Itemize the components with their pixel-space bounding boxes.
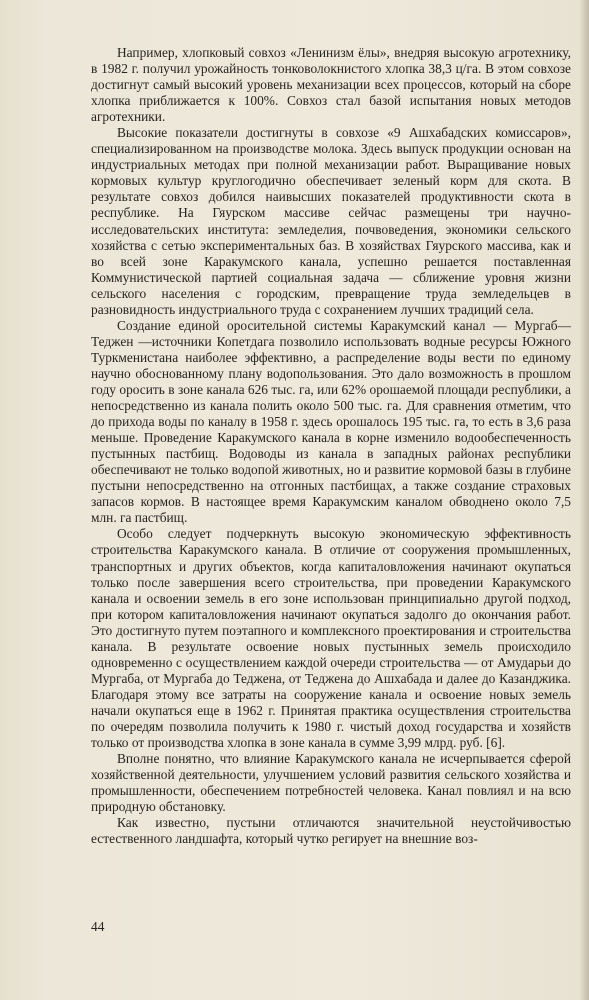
page-spine-shadow bbox=[579, 0, 589, 1000]
paragraph-4: Особо следует подчеркнуть высокую экономическую эффективность строительства Каракумского канала. В отличие от сооружения промышленных, транспортных и других объектов, когда капиталовложения начинают окупаться только после завершения всего строительства, при проведении Каракумского канала и освоении земель в его зоне использован принципиально другой подход, при котором капиталовложения начинают окупаться задолго до окончания работ. Это достигнуто путем поэтапного и комплексного проектирования и строительства канала. В результате освоение новых пустынных земель происходило одновременно с осуществлением каждой очереди строительства — от Амударьи до Мургаба, от Мургаба до Теджена, от Теджена до Ашхабада и далее до Казанджика. Благодаря этому все затраты на сооружение канала и освоение новых земель начали окупаться еще в 1962 г. Принятая практика осуществления строительства по очередям позволила получить к 1980 г. чистый доход государства и хозяйств только от производства хлопка в зоне канала в сумме 3,99 млрд. руб. [6]. bbox=[91, 526, 571, 751]
paragraph-2: Высокие показатели достигнуты в совхозе «9 Ашхабадских комиссаров», специализированном на производстве молока. Здесь выпуск продукции основан на индустриальных методах при полной механизации работ. Выращивание новых кормовых культур круглогодично обеспечивает зеленый корм для скота. В результате совхоз добился наивысших показателей продуктивности скота в республике. На Гяурском массиве сейчас размещены три научно-исследовательских института: земледелия, почвоведения, экономики сельского хозяйства с сетью экспериментальных баз. В хозяйствах Гяурского массива, как и во всей зоне Каракумского канала, успешно решается поставленная Коммунистической партией социальная задача — сближение уровня жизни сельского населения с городским, превращение труда земледельцев в разновидность индустриального труда с сохранением лучших традиций села. bbox=[91, 125, 571, 317]
paragraph-6: Как известно, пустыни отличаются значительной неустойчивостью естественного ландшафта, который чутко регирует на внешние воз- bbox=[91, 815, 571, 847]
paragraph-1: Например, хлопковый совхоз «Ленинизм ёлы», внедряя высокую агротехнику, в 1982 г. получил урожайность тонковолокнистого хлопка 38,3 ц/га. В этом совхозе достигнут самый высокий уровень механизации всех процессов, который на сборе хлопка приближается к 100%. Совхоз стал базой испытания новых методов агротехники. bbox=[91, 45, 571, 125]
page-number: 44 bbox=[91, 919, 105, 934]
paragraph-5: Вполне понятно, что влияние Каракумского канала не исчерпывается сферой хозяйственной деятельности, улучшением условий развития сельского хозяйства и промышленности, обеспечением потребностей человека. Канал повлиял и на всю природную обстановку. bbox=[91, 751, 571, 815]
paragraph-3: Создание единой оросительной системы Каракумский канал — Мургаб—Теджен —источники Копетдага позволило использовать водные ресурсы Южного Туркменистана наиболее эффективно, а распределение воды вести по единому научно обоснованному плану водопользования. Это дало возможность в прошлом году оросить в зоне канала 626 тыс. га, или 62% орошаемой площади республики, а непосредственно из канала полить около 500 тыс. га. Для сравнения отметим, что до прихода воды по каналу в 1958 г. здесь орошалось 195 тыс. га, то есть в 3,6 раза меньше. Проведение Каракумского канала в корне изменило водообеспеченность пустынных пастбищ. Водоводы из канала в западных районах республики обеспечивают не только водопой животных, но и развитие кормовой базы в глубине пустыни непосредственно на отгонных пастбищах, а также создание страховых запасов кормов. В настоящее время Каракумским каналом обводнено около 7,5 млн. га пастбищ. bbox=[91, 317, 571, 526]
body-text bbox=[91, 45, 571, 847]
